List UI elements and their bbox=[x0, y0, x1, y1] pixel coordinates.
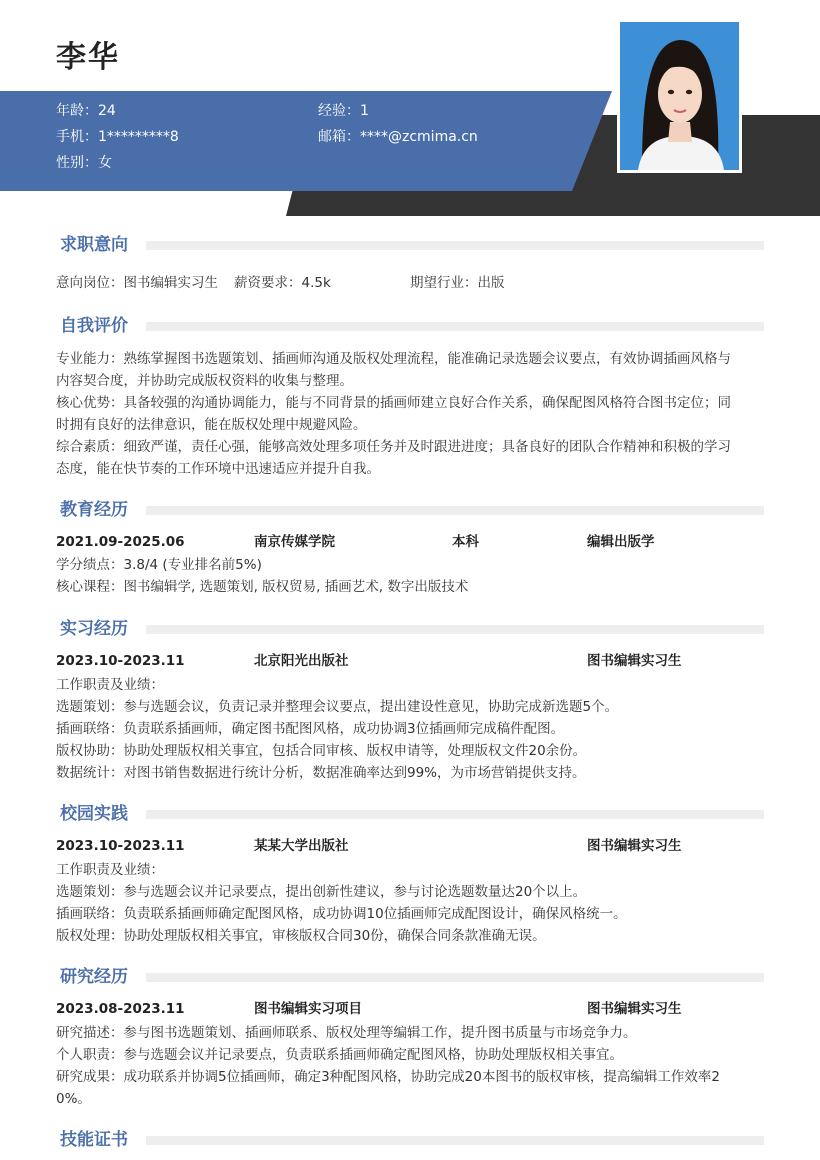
education-period: 2021.09-2025.06 bbox=[56, 534, 185, 550]
research-line: 研究成果：成功联系并协调5位插画师，确定3种配图风格，协助完成20本图书的版权审核，提高编辑工作效率2 bbox=[56, 1069, 720, 1085]
section-divider bbox=[146, 322, 764, 331]
email: 邮箱：****@zcmima.cn bbox=[318, 129, 478, 145]
section-divider bbox=[146, 241, 764, 250]
section-title-intent: 求职意向 bbox=[60, 235, 128, 255]
research-org: 图书编辑实习项目 bbox=[254, 1001, 362, 1017]
internship-line: 工作职责及业绩： bbox=[56, 677, 164, 693]
portrait-icon bbox=[620, 22, 739, 170]
section-divider bbox=[146, 810, 764, 819]
research-line: 个人职责：参与选题会议并记录要点，负责联系插画师确定配图风格，协助处理版权相关事宜。 bbox=[56, 1047, 623, 1063]
education-degree: 本科 bbox=[452, 534, 479, 550]
internship-org: 北京阳光出版社 bbox=[254, 653, 349, 669]
education-line: 学分绩点：3.8/4 (专业排名前5%) bbox=[56, 557, 262, 573]
internship-role: 图书编辑实习生 bbox=[587, 653, 682, 669]
section-divider bbox=[146, 625, 764, 634]
campus-role: 图书编辑实习生 bbox=[587, 838, 682, 854]
self-eval-line: 专业能力：熟练掌握图书选题策划、插画师沟通及版权处理流程，能准确记录选题会议要点，有效协调插画风格与 bbox=[56, 351, 731, 367]
portrait-photo bbox=[617, 19, 742, 173]
self-eval-line: 综合素质：细致严谨，责任心强，能够高效处理多项任务并及时跟进进度；具备良好的团队合作精神和积极的学习 bbox=[56, 439, 731, 455]
internship-line: 数据统计：对图书销售数据进行统计分析，数据准确率达到99%，为市场营销提供支持。 bbox=[56, 765, 586, 781]
section-title-internship: 实习经历 bbox=[60, 619, 128, 639]
campus-line: 工作职责及业绩： bbox=[56, 862, 164, 878]
intent-industry: 期望行业：出版 bbox=[410, 275, 505, 291]
self-eval-line: 内容契合度，并协助完成版权资料的收集与整理。 bbox=[56, 373, 353, 389]
intent-position: 意向岗位：图书编辑实习生 bbox=[56, 275, 218, 291]
research-line: 0%。 bbox=[56, 1091, 91, 1107]
internship-period: 2023.10-2023.11 bbox=[56, 653, 185, 669]
age: 年龄：24 bbox=[56, 103, 116, 119]
section-title-campus: 校园实践 bbox=[60, 804, 128, 824]
experience: 经验：1 bbox=[318, 103, 369, 119]
self-eval-line: 核心优势：具备较强的沟通协调能力，能与不同背景的插画师建立良好合作关系，确保配图风格符合图书定位；同 bbox=[56, 395, 731, 411]
internship-line: 选题策划：参与选题会议，负责记录并整理会议要点，提出建设性意见，协助完成新选题5个。 bbox=[56, 699, 619, 715]
section-title-research: 研究经历 bbox=[60, 967, 128, 987]
education-school: 南京传媒学院 bbox=[254, 534, 335, 550]
research-line: 研究描述：参与图书选题策划、插画师联系、版权处理等编辑工作，提升图书质量与市场竞争力。 bbox=[56, 1025, 637, 1041]
self-eval-line: 态度，能在快节奏的工作环境中迅速适应并提升自我。 bbox=[56, 461, 380, 477]
campus-period: 2023.10-2023.11 bbox=[56, 838, 185, 854]
research-role: 图书编辑实习生 bbox=[587, 1001, 682, 1017]
section-divider bbox=[146, 506, 764, 515]
section-divider bbox=[146, 973, 764, 982]
phone: 手机：1*********8 bbox=[56, 129, 179, 145]
intent-salary: 薪资要求：4.5k bbox=[234, 275, 331, 291]
section-title-skills: 技能证书 bbox=[60, 1130, 128, 1150]
campus-line: 插画联络：负责联系插画师确定配图风格，成功协调10位插画师完成配图设计，确保风格统一。 bbox=[56, 906, 627, 922]
self-eval-line: 时拥有良好的法律意识，能在版权处理中规避风险。 bbox=[56, 417, 367, 433]
candidate-name: 李华 bbox=[56, 40, 120, 75]
education-major: 编辑出版学 bbox=[587, 534, 655, 550]
section-title-education: 教育经历 bbox=[60, 500, 128, 520]
internship-line: 版权协助：协助处理版权相关事宜，包括合同审核、版权申请等，处理版权文件20余份。 bbox=[56, 743, 587, 759]
campus-org: 某某大学出版社 bbox=[254, 838, 349, 854]
section-divider bbox=[146, 1136, 764, 1145]
campus-line: 选题策划：参与选题会议并记录要点，提出创新性建议，参与讨论选题数量达20个以上。 bbox=[56, 884, 587, 900]
education-line: 核心课程：图书编辑学, 选题策划, 版权贸易, 插画艺术, 数字出版技术 bbox=[56, 579, 469, 595]
gender: 性别：女 bbox=[56, 155, 112, 171]
research-period: 2023.08-2023.11 bbox=[56, 1001, 185, 1017]
section-title-self-eval: 自我评价 bbox=[60, 316, 128, 336]
campus-line: 版权处理：协助处理版权相关事宜，审核版权合同30份，确保合同条款准确无误。 bbox=[56, 928, 546, 944]
internship-line: 插画联络：负责联系插画师，确定图书配图风格，成功协调3位插画师完成稿件配图。 bbox=[56, 721, 565, 737]
